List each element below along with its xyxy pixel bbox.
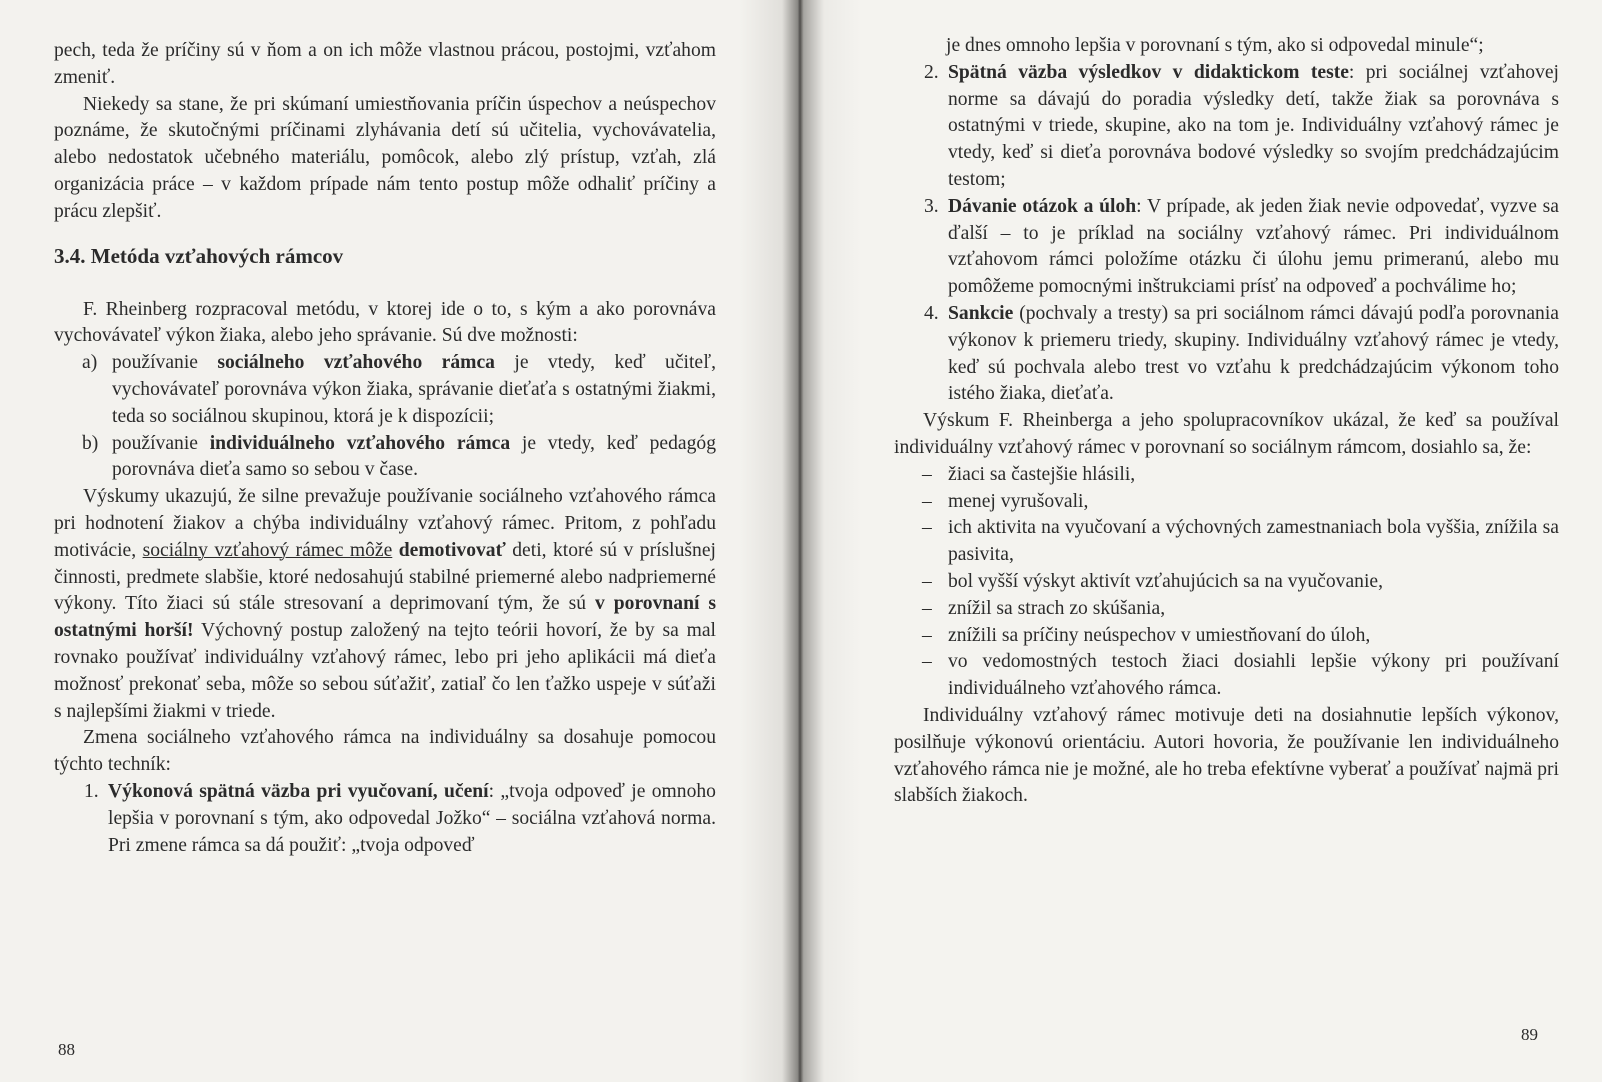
paragraph: Výskum F. Rheinberga a jeho spolupracovníkov ukázal, že keď sa používal individuálny vzťahový rámec v porovnaní so sociálnym rámcom, dosiahlo sa, že: xyxy=(894,410,1559,458)
dash-list-item xyxy=(894,623,1559,650)
paragraph: Zmena sociálneho vzťahového rámca na individuálny sa dosahuje pomocou týchto techník: xyxy=(54,727,716,776)
dash-marker: – xyxy=(922,517,932,539)
list-marker: 4. xyxy=(924,302,939,324)
list-marker: 1. xyxy=(84,780,99,802)
dash-list-item xyxy=(894,462,1559,489)
list-marker: a) xyxy=(82,352,98,374)
list-text: : V prípade, ak jeden žiak nevie odpovedať, vyzve sa ďalší – to je príklad na sociálny vzťahový rámec. Pri individuálnom vzťahovom rámci položíme otázku či úlohu jemu primeranú, alebo mu pomôžeme pomocnými inštrukciami prísť na odpoveď a pochválime ho; xyxy=(948,195,1559,298)
right-page xyxy=(801,0,1602,1082)
numbered-item-3 xyxy=(894,194,1559,301)
dash-list-item xyxy=(894,569,1559,596)
dash-marker: – xyxy=(922,570,932,592)
paragraph: F. Rheinberg rozpracoval metódu, v ktorej ide o to, s kým a ako porovnáva vychovávateľ výkon žiaka, alebo jeho správanie. Sú dve možnosti: xyxy=(54,298,716,347)
text-run: Výskumy ukazujú, že silne prevažuje používanie sociálneho vzťahového rámca pri hodnotení žiakov a chýba individuálny vzťahový rámec. Pritom, z pohľadu motivácie, xyxy=(54,486,716,561)
list-item-b xyxy=(54,431,716,485)
paragraph-continuation: pech, teda že príčiny sú v ňom a on ich môže vlastnou prácou, postojmi, vzťahom zmeniť. xyxy=(54,40,716,88)
list-text: menej vyrušovali, xyxy=(948,490,1089,512)
list-marker: b) xyxy=(82,432,99,454)
dash-list-item xyxy=(894,596,1559,623)
dash-list-item xyxy=(894,515,1559,569)
paragraph: Niekedy sa stane, že pri skúmaní umiestňovania príčin úspechov a neúspechov poznáme, že skutočnými príčinami zlyhávania detí sú učitelia, vychovávatelia, alebo nedostatok učebného materiálu, pomôcok, alebo zlý prístup, vzťah, zlá organizácia práce – v každom prípade nám tento postup môže odhaliť príčiny a prácu zlepšiť. xyxy=(54,93,716,222)
bold-term: sociálneho vzťahového rámca xyxy=(217,352,495,374)
page-number: 89 xyxy=(1521,1025,1538,1044)
book-gutter-shadow xyxy=(740,0,860,1082)
dash-list-item xyxy=(894,489,1559,516)
bold-term: Sankcie xyxy=(948,302,1014,324)
list-text: znížili sa príčiny neúspechov v umiestňovaní do úloh, xyxy=(948,624,1371,646)
list-text: vo vedomostných testoch žiaci dosiahli lepšie výkony pri používaní individuálneho vzťahového rámca. xyxy=(948,651,1559,700)
numbered-item-1 xyxy=(54,779,716,859)
list-text: znížil sa strach zo skúšania, xyxy=(948,597,1166,619)
text-run: deti, ktoré sú v príslušnej činnosti, predmete slabšie, ktoré nedosahujú stabilné priemerné alebo nadpriemerné výkony. Títo žiaci sú stále stresovaní a deprimovaní tým, že sú xyxy=(54,539,716,615)
bold-term: Spätná väzba výsledkov v didaktickom teste xyxy=(948,61,1349,83)
underlined-text: sociálny vzťahový rámec môže xyxy=(142,539,393,561)
list-item-a xyxy=(54,350,716,430)
list-text: používanie xyxy=(112,432,210,454)
dash-marker: – xyxy=(922,651,932,673)
page-number: 88 xyxy=(58,1040,75,1059)
bold-term: Výkonová spätná väzba pri vyučovaní, učení xyxy=(108,780,489,802)
right-page-text xyxy=(894,33,1559,810)
numbered-item-2 xyxy=(894,60,1559,194)
list-marker: 2. xyxy=(924,61,939,83)
section-heading: 3.4. Metóda vzťahových rámcov xyxy=(54,243,344,268)
list-text: žiaci sa častejšie hlásili, xyxy=(948,463,1136,485)
left-page-text xyxy=(54,38,716,859)
numbered-item-4 xyxy=(894,301,1559,408)
list-text: bol vyšší výskyt aktivít vzťahujúcich sa na vyučovanie, xyxy=(948,570,1383,592)
paragraph xyxy=(54,484,716,725)
text-run: Výchovný postup založený na tejto teórii hovorí, že by sa mal rovnako používať individuálny vzťahový rámec, lebo pri jeho aplikácii má dieťa možnosť prekonať seba, môže so sebou súťažiť, zatiaľ čo len ťažko uspeje v súťaži s najlepšími žiakmi v triede. xyxy=(54,620,716,722)
bold-term: Dávanie otázok a úloh xyxy=(948,195,1137,217)
list-marker: 3. xyxy=(924,195,939,217)
list-text: používanie xyxy=(112,352,218,374)
dash-marker: – xyxy=(922,463,932,485)
numbered-item-continuation: je dnes omnoho lepšia v porovnaní s tým, ako si odpovedal minule“; xyxy=(946,35,1484,56)
dash-marker: – xyxy=(922,490,932,512)
list-text: : pri sociálnej vzťahovej norme sa dávajú do poradia výsledky detí, takže žiak sa porovnáva s ostatnými v triede, skupine, ako na tom je. Individuálny vzťahový rámec je vtedy, keď si dieťa porovnáva bodové výsledky so svojím predchádzajúcim testom; xyxy=(948,61,1560,190)
list-text: je vtedy, keď učiteľ, vychovávateľ porovnáva výkon žiaka, správanie dieťaťa s ostatnými žiakmi, teda so sociálnou skupinou, ktorá je k dispozícii; xyxy=(112,352,716,427)
list-text: ich aktivita na vyučovaní a výchovných zamestnaniach bola vyššia, znížila sa pasivita, xyxy=(948,517,1559,566)
bold-term: demotivovať xyxy=(398,539,506,561)
dash-marker: – xyxy=(922,597,932,619)
bold-term: v porovnaní s ostatnými horší! xyxy=(54,593,716,642)
dash-list-item xyxy=(894,649,1559,703)
dash-marker: – xyxy=(922,624,932,646)
list-text: : „tvoja odpoveď je omnoho lepšia v porovnaní s tým, ako odpovedal Jožko“ – sociálna vzťahová norma. Pri zmene rámca sa dá použiť: „tvoja odpoveď xyxy=(108,780,716,856)
paragraph: Individuálny vzťahový rámec motivuje deti na dosiahnutie lepších výkonov, posilňuje výkonovú orientáciu. Autori hovoria, že používanie len individuálneho vzťahového rámca nie je možné, ale ho treba efektívne vyberať a používať najmä pri slabších žiakoch. xyxy=(894,704,1559,807)
bold-term: individuálneho vzťahového rámca xyxy=(209,432,511,454)
list-text: je vtedy, keď pedagóg porovnáva dieťa samo so sebou v čase. xyxy=(112,432,716,481)
list-text: (pochvaly a tresty) sa pri sociálnom rámci dávajú podľa porovnania výkonov k priemeru triedy, skupiny. Individuálny vzťahový rámec je vtedy, keď sú pochvala alebo trest vo vzťahu k predchádzajúcim výkonom toho istého žiaka, dieťaťa. xyxy=(948,302,1559,405)
